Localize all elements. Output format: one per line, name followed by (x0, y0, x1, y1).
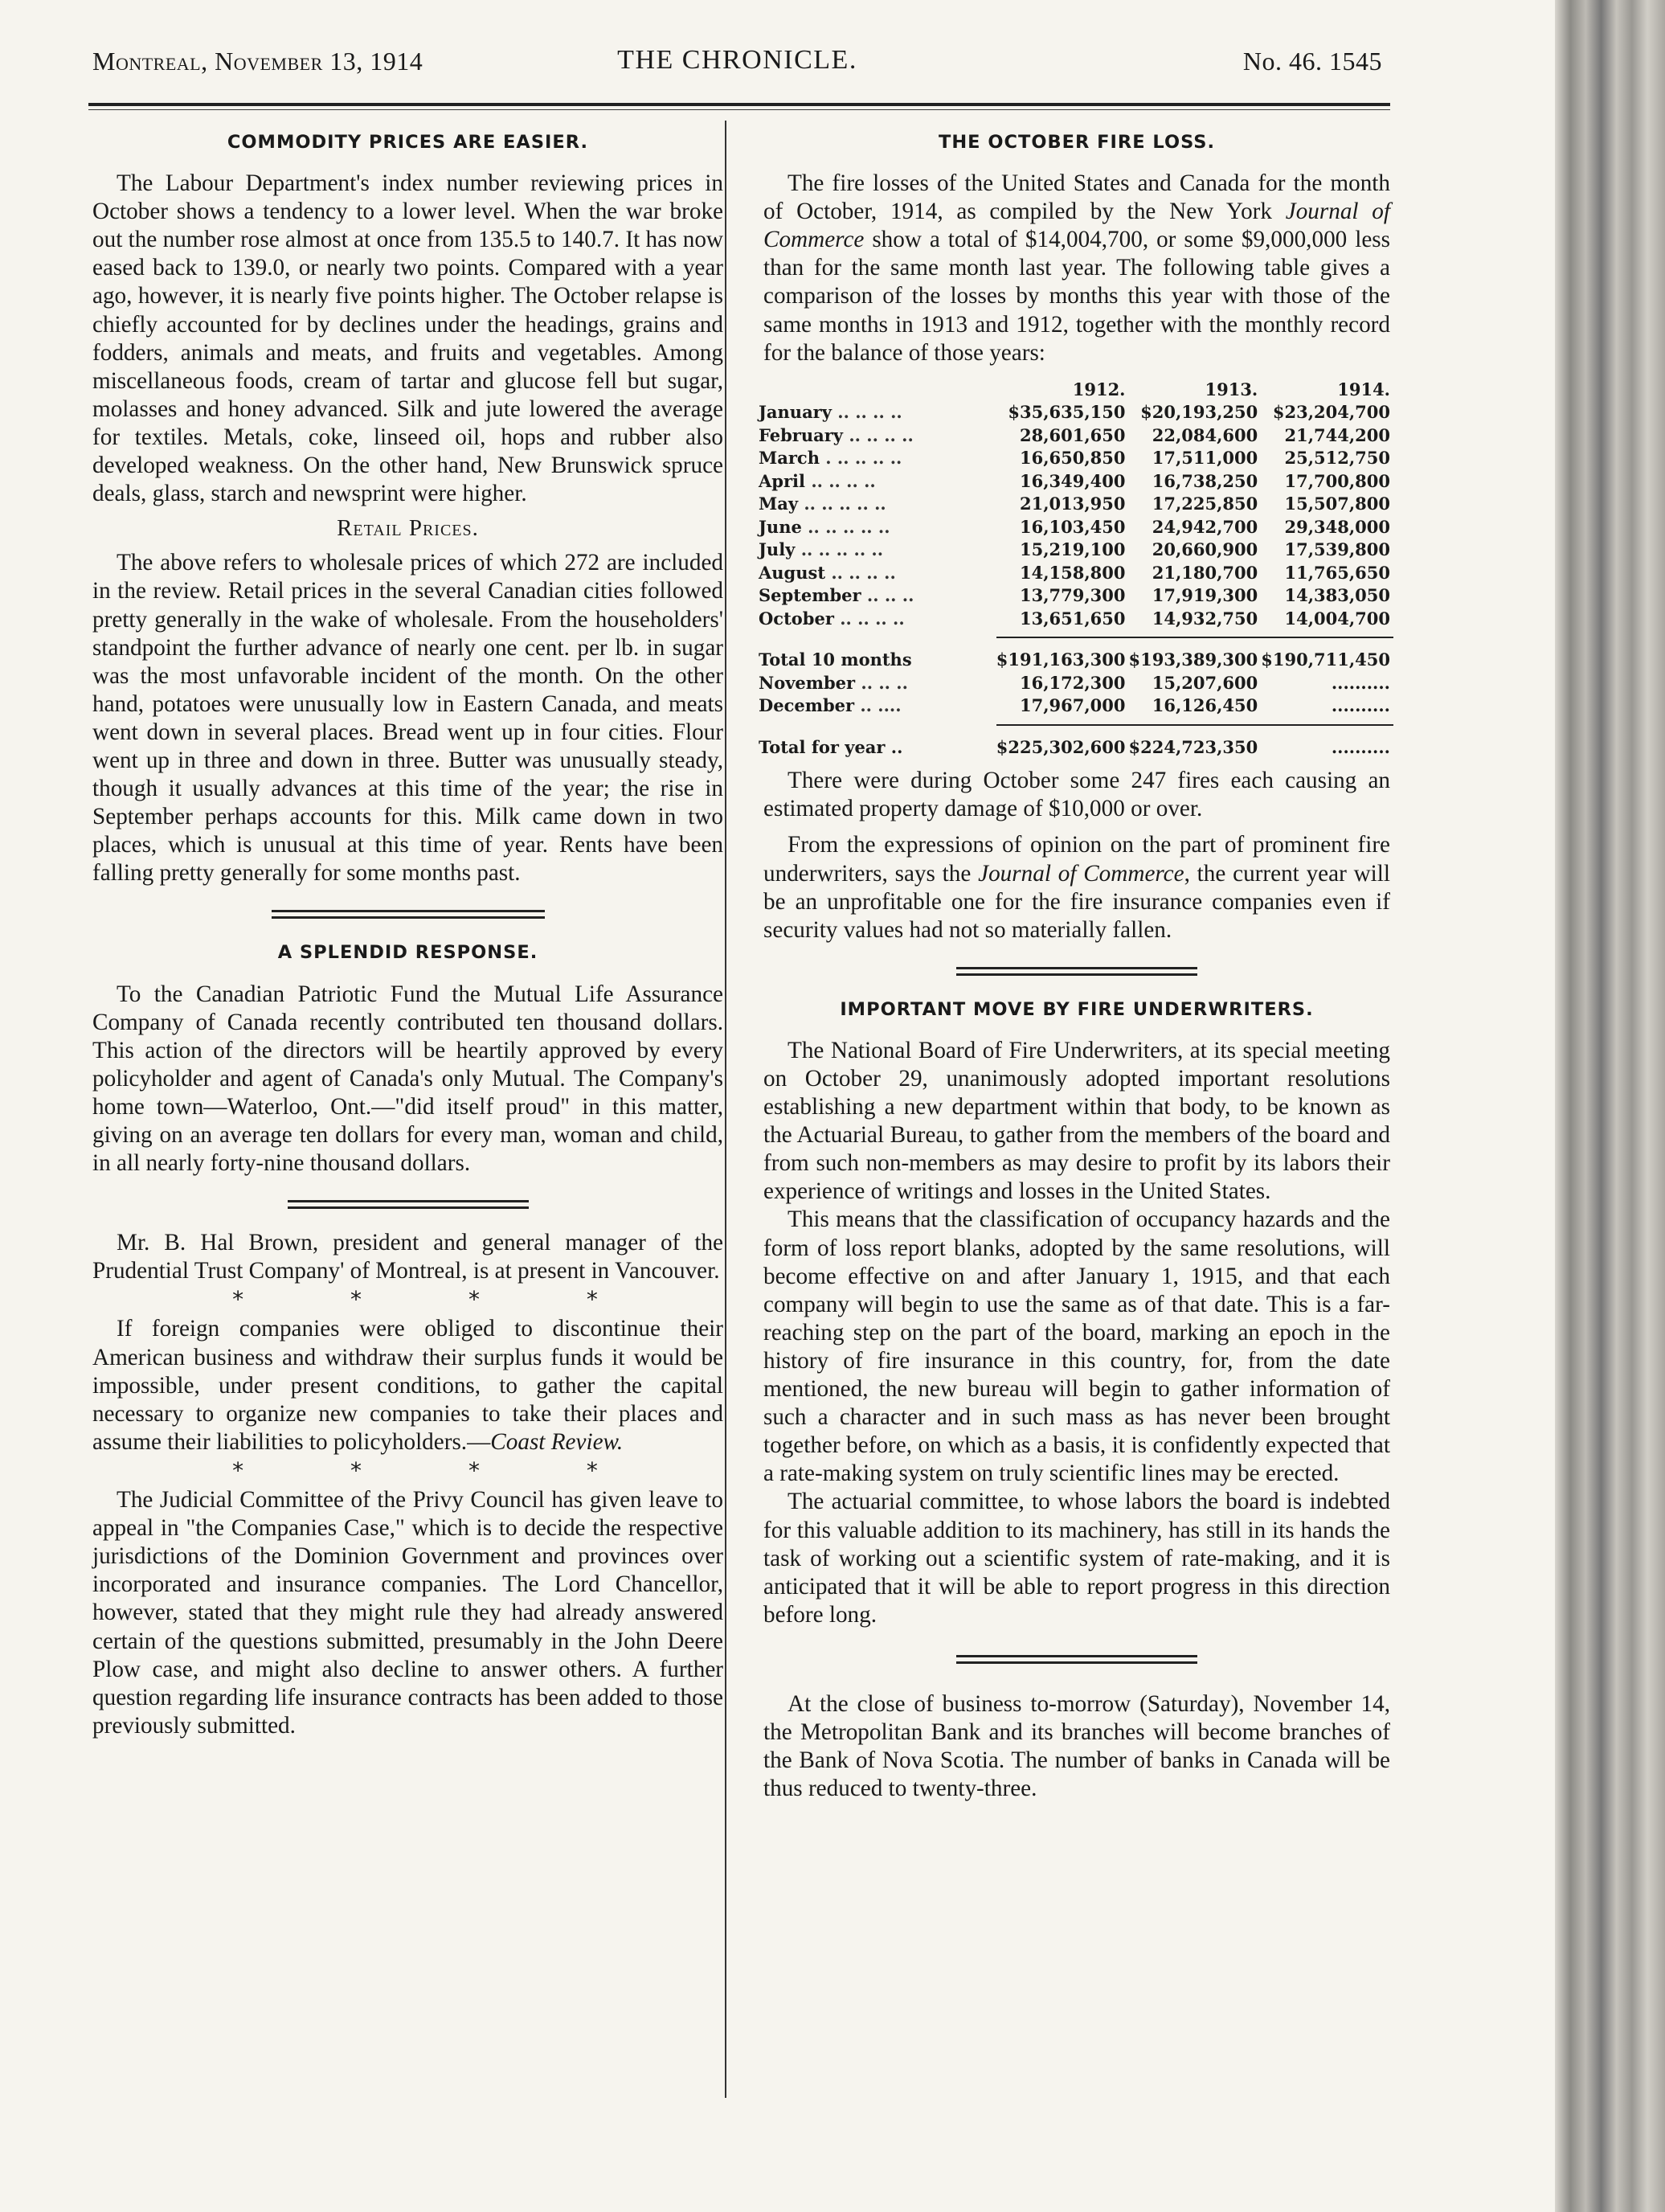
loss-value: 17,919,300 (1152, 585, 1258, 606)
loss-value: 21,013,950 (1019, 494, 1126, 514)
table-row (759, 584, 1393, 608)
fire-paragraph-3: From the expressions of opinion on the part of prominent fire underwriters, says the Journal of Commerce, the current year will be an unprofitable one for the fire insurance companies even if security values had not so materially fallen. (763, 832, 1390, 943)
leader-dots: . .. .. .. .. (825, 448, 902, 469)
leader-dots: .. .. .. (866, 585, 914, 606)
table-row (759, 539, 1393, 562)
table-row (759, 447, 1393, 470)
loss-value: $20,193,250 (1140, 402, 1258, 423)
loss-value: 17,700,800 (1284, 470, 1390, 491)
row-label (759, 672, 996, 695)
section-separator (272, 910, 545, 921)
underwriters-paragraph-2: This means that the classification of occupancy hazards and the form of loss report blanks, adopted by the same resolutions, will become effective on and after January 1, 1915, and that each company will begin to use the same as of that date. This is a far-reaching step on the part of the board, marking an epoch in the history of fire insurance in this country, for, from the date mentioned, the new bureau will begin to gather information of such a character and in such mass as has never been brought together before, on which as a basis, it is confidently expected that a rate-making system on truly scientific lines may be erected. (763, 1206, 1390, 1487)
right-column (759, 127, 1390, 1803)
loss-value: 17,511,000 (1152, 448, 1258, 469)
table-row (759, 401, 1393, 424)
splendid-paragraph: To the Canadian Patriotic Fund the Mutual Life Assurance Company of Canada recently contributed ten thousand dollars. This action of the directors will be heartily approved by every policyholder and agent of Canada's only Mutual. The Company's home town—Waterloo, Ont.—"did itself proud" in this matter, giving on an average ten dollars for every man, woman and child, in all nearly forty-nine thousand dollars. (92, 981, 723, 1177)
loss-value: $191,163,300 (996, 649, 1126, 670)
loss-value: 16,126,450 (1152, 695, 1258, 716)
leader-dots: .. .. .. .. .. (808, 516, 890, 537)
table-row (759, 608, 1393, 631)
loss-value: 25,512,750 (1284, 448, 1390, 469)
loss-value: 16,172,300 (1019, 672, 1126, 693)
loss-value: 15,207,600 (1152, 672, 1258, 693)
loss-value: $224,723,350 (1128, 736, 1258, 757)
loss-value: 29,348,000 (1284, 516, 1390, 537)
loss-value: $193,389,300 (1128, 649, 1258, 670)
month-name: March (759, 448, 820, 469)
loss-value: 15,507,800 (1284, 494, 1390, 514)
loss-value: 24,942,700 (1152, 516, 1258, 537)
loss-value: .......... (1331, 736, 1390, 757)
month-name: May (759, 494, 799, 514)
row-label: Total for year .. (759, 736, 903, 757)
journal-name: Journal of Commerce (978, 860, 1184, 887)
month-name: June (759, 516, 802, 537)
table-row (759, 424, 1393, 448)
foreign-paragraph (92, 1315, 723, 1456)
leader-dots: .. .. .. .. (811, 470, 876, 491)
loss-value: $190,711,450 (1261, 649, 1390, 670)
table-total-row (759, 736, 1393, 760)
loss-value: 16,650,850 (1019, 448, 1126, 469)
leader-dots: .. .. .. .. .. (804, 494, 886, 514)
leader-dots: .. .. .. .. (849, 424, 914, 445)
row-label (759, 516, 996, 539)
leader-dots: .. .. .. .. (831, 562, 896, 583)
row-label (759, 608, 996, 631)
judicial-paragraph: The Judicial Committee of the Privy Council has given leave to appeal in "the Companies Case," which is to decide the respective jurisdictions of the Dominion Government and provinces over incorporated and insurance companies. The Lord Chancellor, however, stated that they might rule they had already answered certain of the questions submitted, presumably in the John Deere Plow case, and might also decline to answer others. A further question regarding life insurance contracts has been added to those previously submitted. (92, 1487, 723, 1739)
year-header: 1914. (1337, 379, 1390, 399)
loss-value: 15,219,100 (1019, 539, 1126, 560)
leader-dots: .. .. .. .. (837, 402, 902, 423)
table-row (759, 694, 1393, 718)
loss-value: 11,765,650 (1284, 562, 1390, 583)
month-name: July (759, 539, 796, 560)
loss-value: 21,744,200 (1284, 424, 1390, 445)
foreign-source: Coast Review. (490, 1428, 624, 1455)
article-heading-splendid: A SPLENDID RESPONSE. (277, 942, 538, 964)
row-label (759, 584, 996, 608)
loss-value: $23,204,700 (1272, 402, 1390, 423)
article-heading-commodity: COMMODITY PRICES ARE EASIER. (227, 132, 589, 153)
month-name: April (759, 470, 805, 491)
fire-loss-table (759, 379, 1393, 760)
loss-value: 16,738,250 (1152, 470, 1258, 491)
month-name: October (759, 608, 834, 629)
year-header: 1912. (1072, 379, 1126, 399)
loss-value: 17,225,850 (1152, 494, 1258, 514)
table-header-row (759, 379, 1393, 402)
metropolitan-paragraph: At the close of business to-morrow (Saturday), November 14, the Metropolitan Bank and its branches will become branches of the Bank of Nova Scotia. The number of banks in Canada will be thus reduced to twenty-three. (763, 1690, 1390, 1802)
loss-value: 14,004,700 (1284, 608, 1390, 629)
table-row (759, 470, 1393, 494)
month-name: December (759, 695, 855, 716)
underwriters-paragraph-3: The actuarial committee, to whose labors the board is indebted for this valuable addition to its machinery, has still in its hands the task of working out a scientific system of rate-making, and it is anticipated that it will be able to report progress in this direction before long. (763, 1489, 1390, 1628)
asterism: * * * * (232, 1456, 648, 1484)
underwriters-paragraph-1: The National Board of Fire Underwriters, at its special meeting on October 29, unanimously adopted important resolutions establishing a new department within that body, to be known as the Actuarial Bureau, to gather from the members of the board and from such non-members as may desire to profit by its labors their experience of writings and losses in the United States. (763, 1037, 1390, 1205)
fire-paragraph-2: There were during October some 247 fires each causing an estimated property damage of $10,000 or over. (763, 768, 1390, 822)
table-total-row (759, 649, 1393, 672)
leader-dots: .. .. .. .. .. (800, 539, 884, 560)
row-label (759, 470, 996, 494)
loss-value: 13,651,650 (1019, 608, 1126, 629)
leader-dots: .. .. .. (861, 672, 908, 693)
loss-value: 14,158,800 (1019, 562, 1126, 583)
leader-dots: .. .. .. .. (840, 608, 905, 629)
month-name: November (759, 672, 856, 693)
loss-value: 17,967,000 (1019, 695, 1126, 716)
table-row (759, 672, 1393, 695)
foreign-text: If foreign companies were obliged to discontinue their American business and withdraw their surplus funds it would be impossible, under present conditions, to gather the capital necessary to organize new companies to take their places and assume their liabilities to policyholders.— (92, 1316, 723, 1455)
header-rule (88, 103, 1390, 106)
table-rule (759, 718, 1393, 725)
month-name: February (759, 424, 844, 445)
table-row (759, 493, 1393, 516)
row-label (759, 539, 996, 562)
row-label: Total 10 months (759, 649, 912, 670)
row-label (759, 562, 996, 585)
article-heading-fire-loss: THE OCTOBER FIRE LOSS. (938, 132, 1216, 153)
loss-value: 17,539,800 (1284, 539, 1390, 560)
header-rule-thin (88, 109, 1390, 110)
issue-number: No. 46. 1545 (1242, 47, 1382, 76)
row-label (759, 401, 996, 424)
table-row (759, 516, 1393, 539)
section-separator (956, 1655, 1197, 1666)
table-rule (759, 630, 1393, 637)
brown-paragraph: Mr. B. Hal Brown, president and general manager of the Prudential Trust Company' of Montreal, is at present in Vancouver. (92, 1230, 723, 1284)
commodity-paragraph-1: The Labour Department's index number reviewing prices in October shows a tendency to a lower level. When the war broke out the number rose almost at once from 135.5 to 140.7. It has now eased back to 139.0, or nearly two points. Compared with a year ago, however, it is nearly five points higher. The October relapse is chiefly accounted for by declines under the headings, grains and fodders, animals and meats, and fruits and vegetables. Among miscellaneous foods, cream of tartar and glucose fell but sugar, molasses and honey advanced. Silk and jute lowered the average for textiles. Metals, coke, linseed oil, hops and rubber also developed weakness. On the other hand, New Brunswick spruce deals, glass, starch and newsprint were higher. (92, 170, 723, 507)
year-header: 1913. (1205, 379, 1258, 399)
loss-value: 13,779,300 (1019, 585, 1126, 606)
table-row (759, 562, 1393, 585)
loss-value: 28,601,650 (1019, 424, 1126, 445)
month-name: September (759, 585, 861, 606)
loss-value: 14,932,750 (1152, 608, 1258, 629)
left-column (92, 127, 723, 1740)
loss-value: 22,084,600 (1152, 424, 1258, 445)
journal-name: Journal of Commerce (763, 199, 1390, 253)
loss-value: 20,660,900 (1152, 539, 1258, 560)
loss-value: .......... (1331, 695, 1390, 716)
row-label (759, 424, 996, 448)
book-binding-edge (1555, 0, 1665, 2212)
row-label (759, 493, 996, 516)
row-label (759, 447, 996, 470)
section-separator (288, 1200, 529, 1211)
publication-title: THE CHRONICLE. (617, 45, 857, 75)
fire-paragraph-1: The fire losses of the United States and Canada for the month of October, 1914, as compiled by the New York Journal of Commerce show a total of $14,004,700, or some $9,000,000 less than for the same month last year. The following table gives a comparison of the losses by months this year with those of the same months in 1913 and 1912, together with the monthly record for the balance of those years: (763, 170, 1390, 366)
loss-value: 14,383,050 (1284, 585, 1390, 606)
article-heading-underwriters: IMPORTANT MOVE BY FIRE UNDERWRITERS. (840, 998, 1314, 1020)
loss-value: 21,180,700 (1152, 562, 1258, 583)
asterism: * * * * (232, 1286, 648, 1313)
loss-value: .......... (1331, 672, 1390, 693)
subheading-retail-prices: Retail Prices. (337, 515, 479, 542)
month-name: January (759, 402, 832, 423)
section-separator (956, 967, 1197, 978)
commodity-paragraph-2: The above refers to wholesale prices of which 272 are included in the review. Retail prices in the several Canadian cities followed pretty generally in the wake of wholesale. From the householders' standpoint the further advance of nearly one cent. per lb. in sugar was the most unfavorable incident of the month. On the other hand, potatoes were unusually low in Eastern Canada, and meats went down in several places. Bread went up in four cities. Flour went up in three and down in three. Butter was unusually steady, though it usually advances at this time of the year; the rise in September perhaps accounts for this. Milk came down in two places, which is unusual at this time of year. Rents have been falling pretty generally for some months past. (92, 550, 723, 887)
dateline: Montreal, November 13, 1914 (92, 47, 423, 76)
row-label (759, 694, 996, 718)
loss-value: 16,103,450 (1019, 516, 1126, 537)
month-name: August (759, 562, 826, 583)
column-divider (725, 121, 726, 2098)
page-header (92, 43, 1382, 92)
loss-value: $35,635,150 (1008, 402, 1126, 423)
loss-value: $225,302,600 (996, 736, 1126, 757)
loss-value: 16,349,400 (1019, 470, 1126, 491)
leader-dots: .. .... (860, 695, 902, 716)
